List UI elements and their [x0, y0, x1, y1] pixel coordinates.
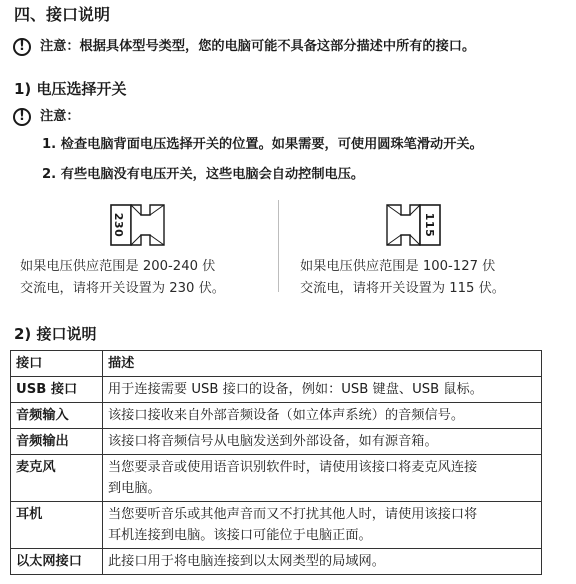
table-row	[11, 502, 542, 549]
table-row	[11, 429, 542, 455]
port-name: 耳机	[11, 502, 103, 549]
top-note-text: 注意：根据具体型号类型，您的电脑可能不具备这部分描述中所有的接口。	[40, 39, 476, 54]
port-name: 麦克风	[11, 455, 103, 502]
port-name: USB 接口	[11, 377, 103, 403]
column-header-description: 描述	[103, 351, 542, 377]
table-row	[11, 549, 542, 575]
voltage-note-2: 2. 有些电脑没有电压开关，这些电脑会自动控制电压。	[42, 167, 365, 182]
switch-230-caption-line1: 如果电压供应范围是 200-240 伏	[20, 259, 216, 274]
switch-115-caption-line1: 如果电压供应范围是 100-127 伏	[300, 259, 496, 274]
caution-icon: !	[13, 108, 31, 126]
table-header-row	[11, 351, 542, 377]
port-description-line: 耳机连接到电脑。该接口可能位于电脑正面。	[108, 528, 372, 543]
column-header-port: 接口	[11, 351, 103, 377]
port-description-line: 当您要录音或使用语音识别软件时，请使用该接口将麦克风连接	[108, 460, 478, 475]
switch-115-caption-line2: 交流电，请将开关设置为 115 伏。	[300, 281, 505, 296]
port-description: 用于连接需要 USB 接口的设备，例如：USB 键盘、USB 鼠标。	[103, 377, 542, 403]
ports-table-wrapper	[10, 350, 542, 575]
switch-230-label: 230	[112, 212, 125, 238]
port-name: 以太网接口	[11, 549, 103, 575]
table-row	[11, 455, 542, 502]
port-description: 该接口将音频信号从电脑发送到外部设备，如有源音箱。	[103, 429, 542, 455]
port-description-line: 当您要听音乐或其他声音而又不打扰其他人时，请使用该接口将	[108, 507, 478, 522]
port-description: 该接口接收来自外部音频设备（如立体声系统）的音频信号。	[103, 403, 542, 429]
port-description-line: 到电脑。	[108, 481, 161, 496]
voltage-heading: 1) 电压选择开关	[14, 80, 127, 98]
caution-icon: !	[13, 38, 31, 56]
table-row	[11, 377, 542, 403]
ports-heading: 2) 接口说明	[14, 325, 97, 343]
port-description	[103, 502, 542, 549]
port-description	[103, 455, 542, 502]
section-title: 四、接口说明	[14, 5, 111, 24]
switch-230-caption-line2: 交流电，请将开关设置为 230 伏。	[20, 281, 225, 296]
ports-table	[10, 350, 542, 575]
voltage-note-1: 1. 检查电脑背面电压选择开关的位置。如果需要，可使用圆珠笔滑动开关。	[42, 137, 483, 152]
switch-divider	[278, 200, 279, 292]
table-row	[11, 403, 542, 429]
port-name: 音频输入	[11, 403, 103, 429]
voltage-note-label: 注意：	[40, 109, 80, 124]
switch-115-label: 115	[423, 212, 436, 238]
port-description: 此接口用于将电脑连接到以太网类型的局域网。	[103, 549, 542, 575]
port-name: 音频输出	[11, 429, 103, 455]
